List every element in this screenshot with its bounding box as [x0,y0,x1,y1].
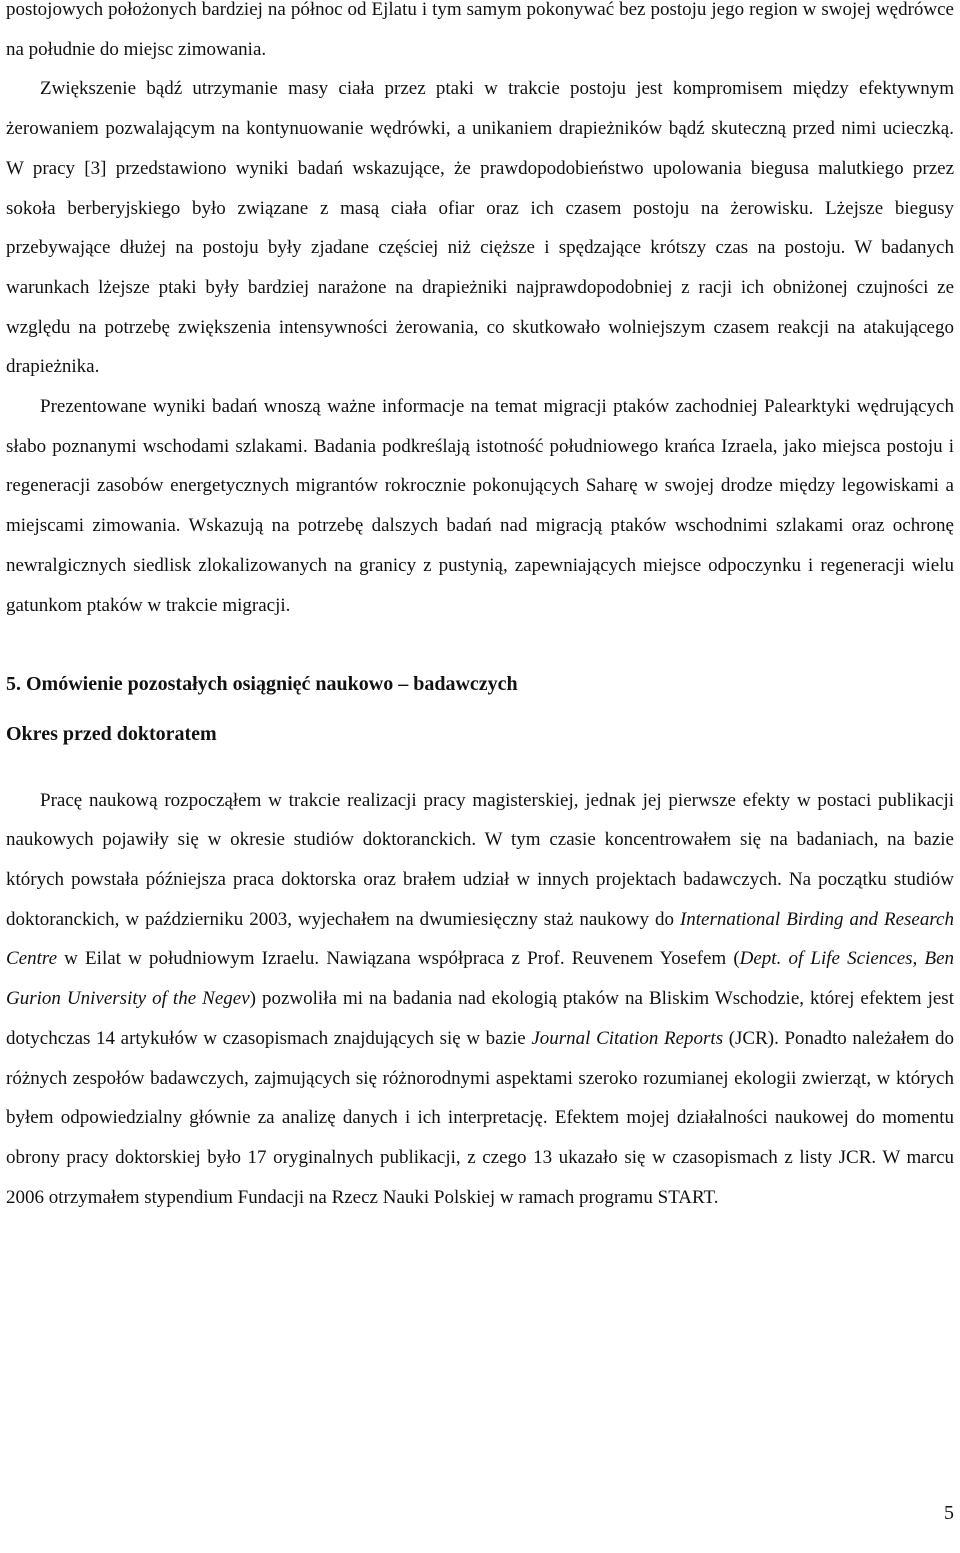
subsection-heading: Okres przed doktoratem [6,722,217,745]
italic-run: Dept. of Life Sciences, Ben Gurion University of the Negev [6,948,955,1010]
spacer [6,755,954,781]
paragraph-body-mass-predation: Zwiększenie bądź utrzymanie masy ciała przez ptaki w trakcie postoju jest kompromisem między efektywnym żerowaniem pozwalającym na kontynuowanie wędrówki, a unikaniem drapieżników bądź skuteczną przed nimi ucieczką. W pracy [3] przedstawiono wyniki badań wskazujące, że prawdopodobieństwo upolowania biegusa malutkiego przez sokoła berberyjskiego było związane z masą ciała ofiar oraz ich czasem postoju na żerowisku. Lżejsze biegusy przebywające dłużej na postoju były zjadane częściej niż cięższe i spędzające krótszy czas na postoju. W badanych warunkach lżejsze ptaki były bardziej narażone na drapieżniki najprawdopodobniej z racji ich obniżonej czujności ze względu na potrzebę zwiększenia intensywności żerowania, co skutkowało wolniejszym czasem reakcji na atakującego drapieżnika. [6,78,954,378]
text-run: Pracę naukową rozpocząłem w trakcie realizacji pracy magisterskiej, jednak jej pierwsze efekty w postaci publikacji naukowych pojawiły się w okresie studiów doktoranckich. W tym czasie koncentrowałem się na badaniach, na bazie których powstała późniejsza praca doktorska oraz brałem udział w innych projektach badawczych. Na początku studiów doktoranckich, w październiku 2003, wyjechałem na dwumiesięczny staż naukowy do [6,789,954,930]
section-heading: 5. Omówienie pozostałych osiągnięć naukowo – badawczych [6,673,518,696]
text-run: w Eilat w południowym Izraelu. Nawiązana współpraca z Prof. Reuvenem Yosefem ( [57,948,740,970]
page-number: 5 [944,1502,954,1524]
paragraph-continuation: postojowych położonych bardziej na północ od Ejlatu i tym samym pokonywać bez postoju jego region w swojej wędrówce na południe do miejsc zimowania. [6,0,954,60]
text-run: ) pozwoliła mi na badania nad ekologią ptaków na Bliskim Wschodzie, której efektem jest dotychczas 14 artykułów w czasopismach znajdujących się w bazie [6,988,954,1049]
paragraph-research-summary: Prezentowane wyniki badań wnoszą ważne informacje na temat migracji ptaków zachodniej Palearktyki wędrujących słabo poznanymi wschodami szlakami. Badania podkreślają istotność południowego krańca Izraela, jako miejsca postoju i regeneracji zasobów energetycznych migrantów rokrocznie pokonujących Saharę w swojej drodze między legowiskami a miejscami zimowania. Wskazują na potrzebę dalszych badań nad migracją ptaków wschodnimi szlakami oraz ochronę newralgicznych siedlisk zlokalizowanych na granicy z pustynią, zapewniających miejsce odpoczynku i regeneracji wielu gatunkom ptaków w trakcie migracji. [6,396,954,616]
spacer [6,625,954,665]
spacer [6,705,954,715]
text-run: (JCR). Ponadto należałem do różnych zespołów badawczych, zajmujących się różnorodnymi aspektami szeroko rozumianej ekologii zwierząt, w których byłem odpowiedzialny głównie za analizę danych i ich interpretację. Efektem mojej działalności naukowej do momentu obrony pracy doktorskiej było 17 oryginalnych publikacji, z czego 13 ukazało się w czasopismach z listy JCR. W marcu 2006 otrzymałem stypendium Fundacji na Rzecz Nauki Polskiej w ramach programu START. [6,1027,954,1208]
paragraph-before-doctorate [6,781,954,1218]
italic-run: Journal Citation Reports [531,1027,724,1049]
italic-run: International Birding and Research Centre [6,908,954,970]
page-content [6,0,954,1217]
